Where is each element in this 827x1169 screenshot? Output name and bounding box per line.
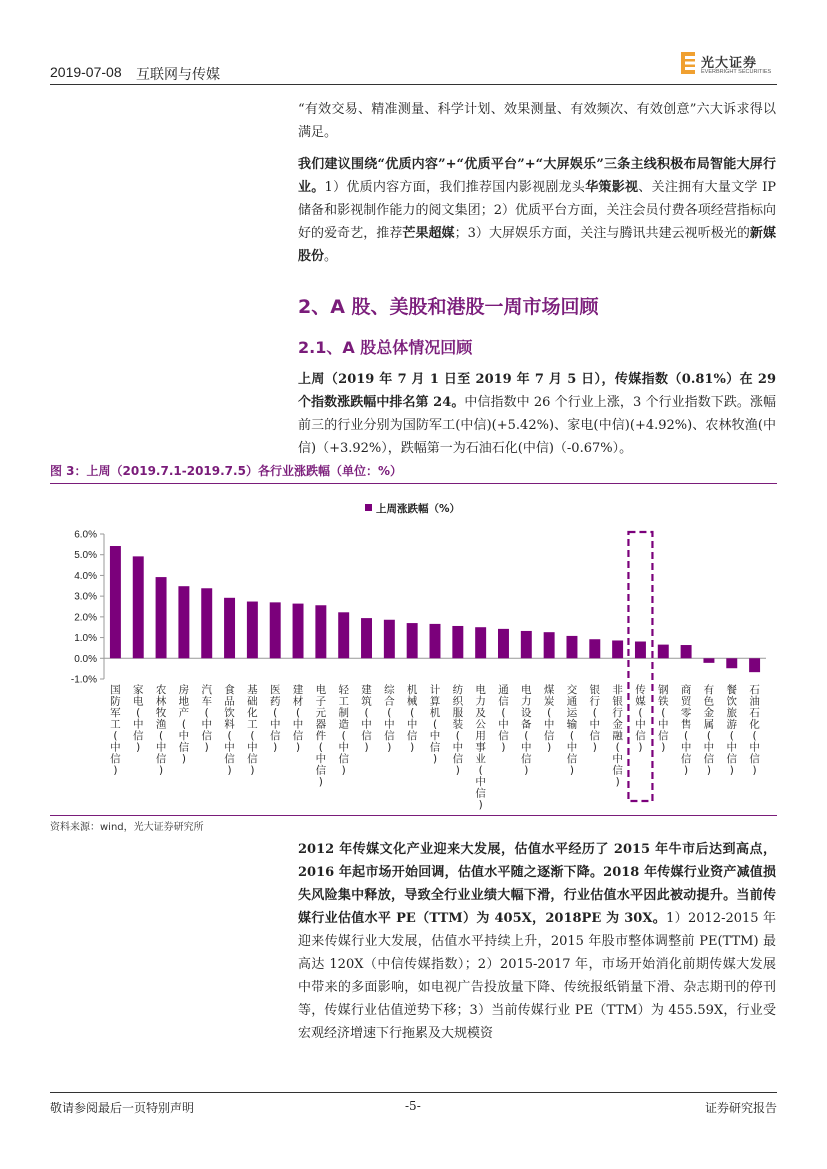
bar xyxy=(407,623,418,658)
x-tick-label: 银行(中信) xyxy=(589,684,601,754)
page-number: -5- xyxy=(405,1099,421,1113)
paragraph-3 xyxy=(298,368,776,460)
bar xyxy=(178,586,189,658)
subsection-heading: 2.1、A 股总体情况回顾 xyxy=(298,338,473,357)
header-section: 互联网与传媒 xyxy=(136,67,220,83)
bar xyxy=(635,642,646,659)
legend-label: 上周涨跌幅（%） xyxy=(376,503,461,515)
y-tick-label: 5.0% xyxy=(74,550,97,562)
y-tick-label: 0.0% xyxy=(74,653,97,665)
x-tick-label: 国防军工(中信) xyxy=(110,684,121,777)
header-date: 2019-07-08 xyxy=(50,64,122,80)
x-tick-label: 家电(中信) xyxy=(132,684,144,754)
y-tick-label: 2.0% xyxy=(74,612,97,624)
bar xyxy=(384,620,395,659)
highlight-box xyxy=(628,532,652,801)
paragraph-2 xyxy=(298,153,776,268)
paragraph-3-text: 中信指数中 26 个行业上涨，3 个行业指数下跌。涨幅前三的行业分别为国防军工(中信)(+5.42%)、家电(中信)(+4.92%)、农林牧渔(中信)（+3.92%），跌幅第一为石油石化(中信)（-0.67%）。 xyxy=(298,395,776,456)
bar xyxy=(726,658,737,668)
paragraph-4-lead: 2012 年传媒文化产业迎来大发展，估值水平经历了 2015 年牛市后达到高点，2016 年起市场开始回调，估值水平随之逐渐下降。2018 年传媒行业资产减值损失风险集中释放，导致全行业业绩大幅下滑，行业估值水平因此被动提升。当前传媒行业估值水平 PE（TTM）为 405X，2018PE 为 30X。 xyxy=(298,842,776,926)
x-tick-label: 轻工制造(中信) xyxy=(338,684,349,777)
x-tick-label: 石油石化(中信) xyxy=(749,684,760,777)
y-tick-label: 1.0% xyxy=(74,633,97,645)
section-heading: 2、A 股、美股和港股一周市场回顾 xyxy=(298,296,599,318)
bar xyxy=(521,631,532,658)
footer-report-type: 证券研究报告 xyxy=(704,1101,777,1115)
y-tick-label: 3.0% xyxy=(74,591,97,603)
bar xyxy=(293,604,304,659)
paragraph-1 xyxy=(298,98,776,144)
page-footer xyxy=(50,1092,777,1123)
bar xyxy=(361,618,372,658)
logo-text-en: EVERBRIGHT SECURITIES xyxy=(701,69,772,75)
x-tick-label: 建材(中信) xyxy=(292,684,304,754)
x-tick-label: 汽车(中信) xyxy=(201,684,212,754)
bar xyxy=(201,588,212,658)
x-tick-label: 医药(中信) xyxy=(269,684,281,754)
paragraph-2-text-1: 1）优质内容方面，我们推荐国内影视剧龙头 xyxy=(324,180,586,195)
bar xyxy=(110,546,121,658)
paragraph-3-lead: 上周（2019 年 7 月 1 日至 2019 年 7 月 5 日），传媒指数（0.81%）在 29 个指数涨跌幅中排名第 24。 xyxy=(298,372,776,410)
bar xyxy=(498,629,509,658)
bar xyxy=(156,577,167,658)
x-tick-label: 交通运输(中信) xyxy=(566,684,578,777)
y-tick-label: 4.0% xyxy=(74,570,97,582)
stock-name-xinmei: 新媒股份 xyxy=(298,226,776,264)
x-tick-label: 基础化工(中信) xyxy=(247,684,258,777)
bar xyxy=(270,602,281,658)
bar xyxy=(544,632,555,658)
logo-text-cn: 光大证券 xyxy=(701,56,758,71)
x-tick-label: 餐饮旅游(中信) xyxy=(726,684,738,777)
paragraph-1-text: “有效交易、精准测量、科学计划、效果测量、有效频次、有效创意”六大诉求得以满足。 xyxy=(298,102,776,140)
paragraph-4-text: 1）2012-2015 年迎来传媒行业大发展，估值水平持续上升，2015 年股市整体调整前 PE(TTM) 最高达 120X（中信传媒指数）；2）2015-2017 年，市场开始消化前期传媒大发展中带来的多面影响，如电视广告投放量下降、传统报纸销量下滑、杂志期刊的停刊等，传媒行业估值逆势下移；3）当前传媒行业 PE（TTM）为 455.59X，行业受宏观经济增速下行拖累及大规模资 xyxy=(298,911,777,1041)
x-tick-label: 房地产(中信) xyxy=(178,684,190,765)
x-tick-label: 计算机(中信) xyxy=(429,684,441,765)
x-tick-label: 有色金属(中信) xyxy=(703,684,715,777)
bar xyxy=(247,602,258,659)
y-tick-label: 6.0% xyxy=(74,529,97,541)
paragraph-2-text-4: 。 xyxy=(324,249,338,264)
x-tick-label: 农林牧渔(中信) xyxy=(155,684,167,777)
x-tick-label: 纺织服装(中信) xyxy=(452,684,464,777)
x-tick-label: 商贸零售(中信) xyxy=(680,684,692,777)
bar xyxy=(430,624,441,658)
bar xyxy=(589,639,600,658)
bar-chart xyxy=(50,488,777,813)
bar xyxy=(338,612,349,658)
x-tick-label: 电力设备(中信) xyxy=(521,684,532,777)
figure-bottom-rule xyxy=(50,815,777,816)
bar xyxy=(658,645,669,659)
legend-swatch xyxy=(365,504,372,511)
bar xyxy=(452,626,463,658)
x-tick-label: 煤炭(中信) xyxy=(543,684,555,754)
stock-name-mango: 芒果超媒 xyxy=(402,226,455,241)
bar-chart-svg xyxy=(50,488,777,813)
bar xyxy=(681,645,692,658)
paragraph-2-text-2: 、关注拥有大量文学 IP 储备和影视制作能力的阅文集团；2）优质平台方面，关注会员付费各项经营指标向好的爱奇艺，推荐 xyxy=(298,180,776,241)
footer-disclaimer: 敬请参阅最后一页特别声明 xyxy=(50,1101,195,1115)
bar xyxy=(749,658,760,672)
figure-title: 图 3：上周（2019.7.1-2019.7.5）各行业涨跌幅（单位：%） xyxy=(50,464,402,478)
y-tick-label: -1.0% xyxy=(70,674,97,686)
figure-source: 资料来源：wind，光大证券研究所 xyxy=(50,822,204,833)
x-tick-label: 电子元器件(中信) xyxy=(315,684,327,788)
bar xyxy=(703,658,714,663)
x-tick-label: 机械(中信) xyxy=(406,684,418,754)
stock-name-huace: 华策影视 xyxy=(585,180,639,195)
x-tick-label: 综合(中信) xyxy=(384,684,395,754)
bar xyxy=(133,556,144,658)
x-tick-label: 钢铁(中信) xyxy=(658,684,669,754)
page-header xyxy=(50,50,777,85)
bar xyxy=(224,598,235,658)
x-tick-label: 建筑(中信) xyxy=(361,684,372,754)
figure-top-rule xyxy=(50,483,777,484)
bar xyxy=(612,640,623,658)
bar xyxy=(475,627,486,658)
x-tick-label: 通信(中信) xyxy=(498,684,509,754)
x-tick-label: 传媒(中信) xyxy=(635,684,646,754)
paragraph-2-lead: 我们建议围绕“优质内容”+“优质平台”+“大屏娱乐”三条主线积极布局智能大屏行业。 xyxy=(298,157,776,195)
bar xyxy=(566,636,577,658)
bar xyxy=(315,605,326,658)
paragraph-2-text-3: ；3）大屏娱乐方面，关注与腾讯共建云视听极光的 xyxy=(454,226,750,241)
company-logo xyxy=(681,52,777,80)
x-tick-label: 非银行金融(中信) xyxy=(612,684,623,788)
x-tick-label: 食品饮料(中信) xyxy=(224,684,235,777)
x-tick-label: 电力及公用事业(中信) xyxy=(475,684,486,811)
logo-mark-icon xyxy=(681,52,695,74)
paragraph-4 xyxy=(298,838,776,1045)
